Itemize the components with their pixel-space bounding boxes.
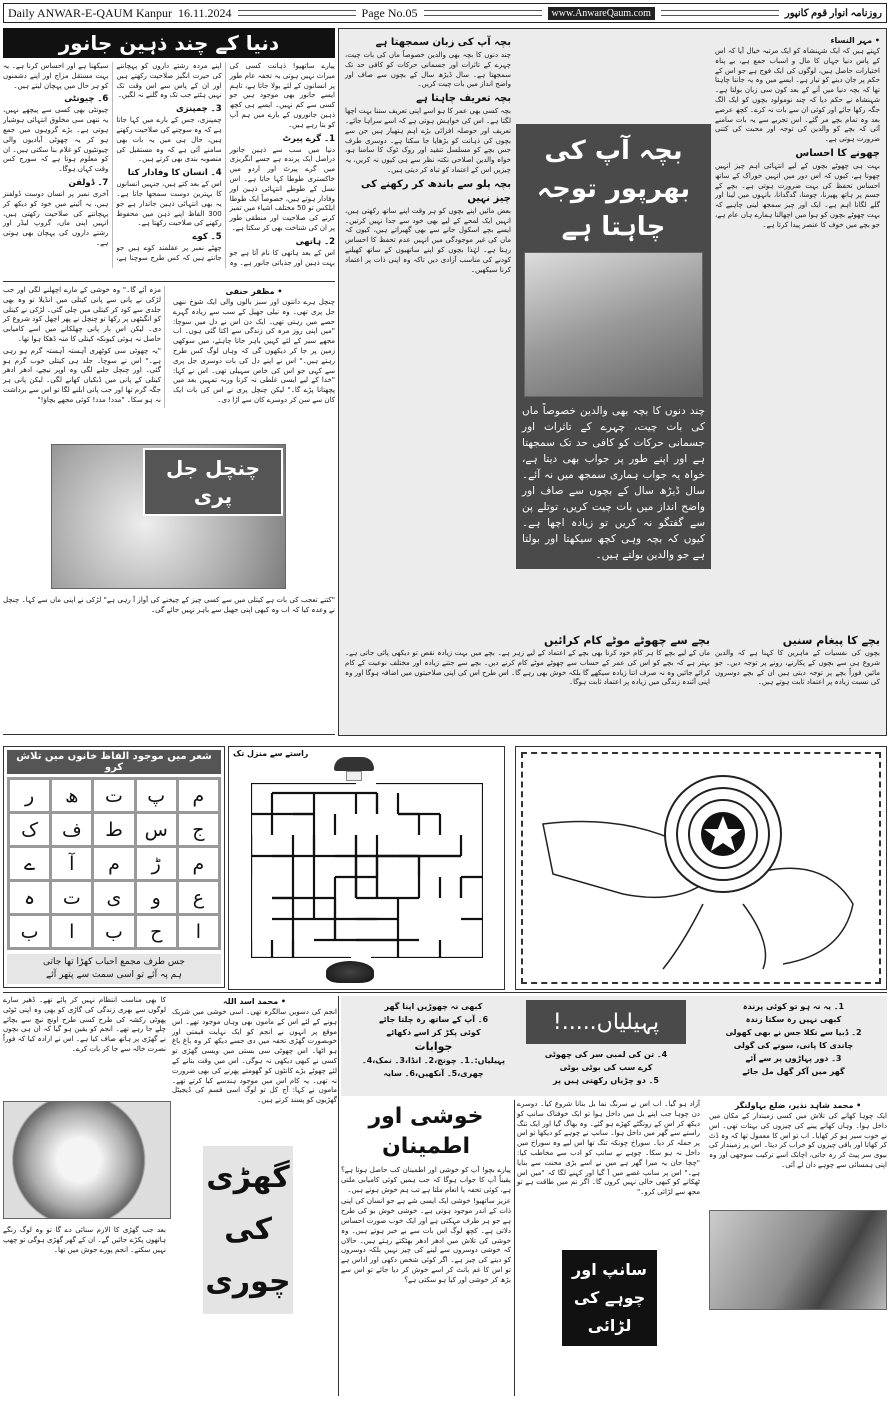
paragraph: کا بھی مناسب انتظام نہیں کر پائے تھے۔ ڈھیر سارے لوگوں سے بھری زندگی کی گاڑی کو بھی وہ اپنی ٹوٹی پھوٹی رکشہ کی طرح کسی طرح اونچ نیچ سے بچائے چلے جا رہے تھے۔ انجم کو یقین ہو گیا کہ ان ہی بچوں نے گھڑی پر ہاتھ صاف کیا ہے۔ اس نے ارادہ کیا کہ فوراً نصرت خالہ سے جا کر بات کرے۔ [3,996,166,1053]
page-number: Page No.05 [361,5,418,20]
verse [7,954,221,984]
section-heading: 3۔ چمپنزی [175,104,222,115]
section-heading: بچہ تعریف چاہتا ہے [416,93,511,105]
article-column [345,633,710,690]
child-writing-photo [524,252,703,397]
feature-box [516,124,711,569]
article-column [172,996,337,1108]
snake-mouse-illustration [709,1210,887,1310]
paragraph: اس کے بعد کتے ہیں، جنہیں انسانوں کا بہترین دوست سمجھا جاتا ہے۔ یہ بھی انتہائی ذہین جاندار ہے جو 300 الفاظ اپنے ذہن میں محفوظ رکھنے کی صلاحیت رکھتا ہے۔ [116,180,222,228]
paragraph: ایک چوہا کھانے کی تلاش میں کسی زمیندار کے مکان میں داخل ہوا۔ وہاں کھانے پینے کی چیزوں کی بہتات تھی۔ اس نے خوب سیر ہو کر کھایا۔ اب تو اس کا معمول تھا کہ وہ ڈٹ کر کھاتا اور باقی چیزوں کو خراب کر دیتا۔ اس پر زمیندار کی بیوی سر پیٹ کر رہ جاتی، اچانک اسے ترکیب سوجھی اور وہ اپنی ہمسائی سے چوہے دان لے آئی۔ [709,1112,887,1169]
paragraph: پیارے بچو! آپ کو خوشی اور اطمینان کب حاصل ہوتا ہے؟ یقیناً آپ کا جواب ہوگا کہ جب ہمیں کوئی کامیابی ملتی ہے، کوئی تحفہ یا انعام ملتا ہے تب ہم خوش ہوتے ہیں۔ [341,1166,511,1194]
grid-cell[interactable]: ط [94,814,133,845]
paragraph: چنچل ہرے دانتوں اور سبز بالوں والی ایک شوخ ننھی جل پری تھی۔ وہ نیلی جھیل کے سب سے زیادہ گہرے حصے میں رہتی تھی۔ ایک دن اس نے دل میں سوچا: "میں اپنی روز مرہ کی زندگی سے اکتا گئی ہوں۔ اب مجھے سیر کے لئے کہیں باہر جانا چاہئے، میں سوکھی زمین پر جا کر دیکھوں گی کہ وہاں لوگ کس طرح رہتے ہیں۔" اس نے اپنے دل کی بات دوسری جل پری سے کہی جو اس کی خاص سہیلی تھی۔ اس نے کہا: "خدا کے لیے ایسی غلطی نہ کرنا ورنہ تمہیں بعد میں پچھتانا پڑے گا۔" لیکن چنچل پری نے اس کی بات ایک کان سے سن کر دوسرے کان سے اڑا دی۔ [173,298,335,404]
coloring-border [521,752,881,984]
article-happiness [341,1100,511,1288]
headline: خوشی اور اطمینان [368,1104,484,1159]
grid-cell[interactable]: ت [94,780,133,811]
divider [338,996,339,1396]
paragraph: مزہ آئے گا۔" وہ خوشی کے مارے اچھلنے لگی اور جب لڑکی نے پانی سے پانی کیتلی میں انڈیلا تو وہ بھی جلدی سے کود کر کیتلی میں چلی گئی۔ لڑکی نے کیتلی کو انگیٹھی پر رکھا تو چنچل نے پھر اچھل کود شروع کر دی۔ لیکن اس بار پانی چھلکانے میں اسے کامیابی حاصل نہ ہوئی کیونکہ کیتلی کا منہ ڈھکا ہوا تھا۔ [3,286,161,343]
hedgehog-icon [326,961,374,983]
paragraph: دنیا میں سب سے ذہین جانور دراصل ایک پرندہ ہے جسے انگریزی میں گرے پیرٹ اور اردو میں خاکستری طوطا کہا جاتا ہے۔ اس نسل کے طوطے انتہائی ذہین اور وفادار ہوتے ہیں، خصوصاً ایک طوطا ایلکس تو 50 مختلف اشیاء میں تمیز کرنے کی صلاحیت اور منطقی طور پر ان کی شناخت بھی کر سکتا ہے۔ [229,145,335,232]
grid-cell[interactable]: ع [179,882,218,913]
answers-line: چھری،5۔ آنکھیں،6۔ سایہ [383,1069,484,1078]
shield-hero-drawing [523,754,881,980]
article-column [709,1100,887,1173]
article-body [3,596,335,618]
article-mermaid [3,286,335,735]
grid-cell[interactable]: ر [10,780,49,811]
article-snake-mouse [517,1100,887,1396]
riddle-line: گھر میں آکر گھل مل جائے [742,1067,845,1076]
grid-cell[interactable]: آ [52,848,91,879]
paragraph: بعد جب گھڑی کا الارم سنائی دے گا تو وہ لوگ رنگے ہاتھوں پکڑے جائیں گے۔ ان کے گھر گھڑی ہوگی تو چھپ نہیں سکتے۔ انجم پورے جوش میں تھا۔ [3,1226,166,1254]
byline: • محمد شاہد نذیر، ضلع بہاولنگر [734,1101,862,1110]
coloring-page [515,746,887,990]
riddles-section [341,996,887,1096]
section-heading: بچہ پلو سے باندھ کر رکھنے کی چیز نہیں [360,178,511,204]
paragraph: پیارے ساتھیو! ذہانت کسی کی میراث نہیں ہوتی یہ تحفہ عام طور پر انسانوں کے لئے بولا جاتا ہے، تاہم ایسے جانور بھی موجود ہیں جو کسی سے کم نہیں۔ ایسے ہی کچھ ذہین جانوروں کے بارے میں ہم آپ کو بتا رہے ہیں۔ [229,62,335,129]
riddle-line: 2۔ ڈبیا سے نکلا جس نے بھی کھولی [725,1028,862,1037]
article-column [517,1100,700,1200]
mushroom-icon [334,757,374,771]
website-link[interactable]: www.AnwareQaum.com [548,7,655,20]
verse-line: ہم پہ آئے تو اسی سمت سے پتھر آئے [46,970,182,980]
maze-title: راستے سے منزل تک [233,749,309,758]
title-line: گھڑی [206,1160,290,1195]
riddle-line: کبھی نہ چھوڑیں اپنا گھر [384,1002,483,1011]
riddle-line: 6۔ آپ کے ساتھ رہ چلتا جائے [378,1015,489,1024]
article-column [173,286,335,408]
paragraph: عزیز ساتھیو! خوشی ایک ایسی شے ہے جو انسان کی اپنی ذات کے اندر موجود ہوتی ہے۔ خوشی خوش بو کی طرح ہے جو ہر طرف مہکتی ہے اور ایک خوب صورت احساس دلاتی ہے۔ کچھ لوگ اس بات سے بے خبر ہوتے ہیں۔ وہ خوشی کی تلاش میں ادھر ادھر بھٹکتے رہتے ہیں۔ حالاں کہ خوشی دوسروں سے لینے کی چیز نہیں بلکہ دوسروں کو دینے کی چیز ہے۔ اگر کوئی شخص دکھی اور اداس ہے تو اس کا غم بانٹ کر اسے خوش کر دیا جائے تو اس سے بڑھ کر خوشی اور کیا ہو سکتی ہے؟ [341,1197,511,1284]
grid-cell[interactable]: ے [10,848,49,879]
paragraph: "کتنے تعجب کی بات ہے کیتلی میں سے کسی چیز کے چیخنے کی آواز آ رہی ہے" لڑکی نے اپنی ماں سے کہا۔ چنچل نے وعدہ کیا کہ اب وہ کبھی اپنی جھیل سے باہر نہیں جائے گی۔ [3,596,335,614]
grid-cell[interactable]: و [137,882,176,913]
paragraph: بہت ہی چھوٹے بچوں کے لیے انتہائی اہم چیز انہیں چھونا ہے، کیوں کہ اس دور میں انہیں خوراک کے ساتھ احساس تحفظ کی بہت ضرورت ہوتی ہے۔ بچے کے جسم پر ہاتھ پھیرنا، چومنا، گدگدانا، بانہوں میں لینا اور گلے لگانا اہم ہے۔ ایک اور چیز سمجھ لینی چاہیے کہ بہت چھوٹے بچوں کو ہوا میں اچھالنا ہمارے ہاں عام ہے، جو بچے میں خوف کا عنصر پیدا کرتا ہے۔ [715,161,880,229]
byline: • مظفر حنفی [225,287,283,296]
title-line: کی [224,1212,272,1247]
paragraph: چند دنوں کا بچہ بھی والدین خصوصاً ماں کی بات چیت، چہرے کے تاثرات اور جسمانی حرکات کو کافی حد تک سمجھتا ہے۔ سال ڈیڑھ سال کے بچوں سے صاف اور واضح انداز میں بات چیت کریں۔ [345,51,511,89]
riddle-line: کبھی نہیں رہ سکتا زندہ [745,1015,842,1024]
maze-grid[interactable] [251,783,483,958]
grid-cell[interactable]: ہ [10,882,49,913]
riddle-column [345,1000,522,1080]
byline: • محمد اسد اللہ [222,997,287,1006]
grid-cell[interactable]: ڑ [137,848,176,879]
paragraph: "یہ چھوٹی سی کوٹھری آہستہ آہستہ گرم ہو رہی ہے۔" اس نے سوچا۔ جلد ہی کیتلی خوب گرم ہو گئی۔ اور چنچل جلنے لگی وہ اوپر نیچے، ادھر ادھر کیتلی کے پانی میں ڈبکیاں کھانے لگی۔ لیکن پانی ہر جگہ گرم تھا اور جب پانی ابلنے لگا تو اس سے برداشت نہ ہو سکا۔ "مدد! مدد! کوئی مجھے بچاؤ!" [3,346,161,404]
riddle-line: کوئی پکڑ کر اسے دکھائے [386,1028,481,1037]
grid-cell[interactable]: ک [10,814,49,845]
grid-cell[interactable]: ا [52,916,91,947]
urdu-masthead: روزنامہ انوار قوم کانپور [784,7,882,19]
article-parenting [338,28,887,736]
divider [424,10,542,16]
section-heading: 6۔ چیونٹی [64,94,109,105]
section-heading: 2۔ ہاتھی [295,236,335,247]
title-line: لڑائی [587,1316,632,1335]
riddle-line: کرے سب کی بوٹی بوٹی [559,1063,653,1072]
riddle-line: چاندی کا پانی، سونے کی گولی [733,1041,854,1050]
paragraph: آزاد ہو گیا۔ اب اس نے سرنگ نما بل بنانا شروع کیا۔ دوسرے دن چوہا جب اپنے بل میں داخل ہوا تو ایک خوفناک سانپ کو دیکھ کر اس کے رونگٹے کھڑے ہو گئے۔ وہ بھاگ گیا اور ایک تنگ راستے سے گھر میں داخل ہوا۔ سانپ نے چوہے کو دیکھا تو اس پر حملہ کر دیا۔ سوراخ چونکہ تنگ تھا اس لیے وہ سوراخ میں داخل نہ ہو سکا۔ چوہے نے سانپ کو ادب سے مخاطب کیا: "چچا جان یہ میرا گھر ہے میں نے اسے بڑی محنت سے بنایا ہے۔" اس پر سانپ غصے میں آ گیا اور کہنے لگا کہ "میں اس ٹھکانے کو کبھی خالی نہیں کروں گا۔ اگر تم میں طاقت ہے تو مجھ سے لڑائی کرو۔" [517,1100,700,1197]
verse-line: جس طرف مجمع احباب کھڑا تھا جاتی [43,957,185,967]
article-body [341,1166,511,1286]
paragraph: بچہ کسی بھی عمر کا ہو اسے اپنی تعریف سننا بہت اچھا لگتا ہے۔ اس کی خواہش ہوتی ہے کہ اسے سراہا جائے۔ تعریف اور حوصلہ افزائی بڑے اہم ہتھیار ہیں جن سے بچوں کی ذہانت کو بڑھایا جا سکتا ہے۔ دوسری طرف جس بچے کو مسلسل تنقید اور روک ٹوک کا سامنا ہو، خواہ والدین اصلاحی نکتہ نظر سے ہی کیوں نہ کریں، یہ چیزیں اس کے اعتماد کو تباہ کر دیتی ہیں۔ [345,107,511,174]
section-heading: 4۔ انسان کا وفادار کتا [127,168,222,179]
grid-cell[interactable]: م [179,848,218,879]
story-title: چنچل جل پری [143,448,283,516]
story-title [562,1250,657,1346]
section-heading: بچے کا پیغام سنیں [782,634,880,647]
grid-cell[interactable]: ی [94,882,133,913]
article-column [715,35,880,233]
title-line: چوری [205,1264,291,1299]
section-heading: 7۔ ڈولفن [68,177,109,188]
answers-title: جوابات [414,1040,453,1053]
headline: دنیا کے چند ذہین جانور [3,28,335,58]
section-heading: بچے سے چھوٹے موٹے کام کرائیں [544,634,710,647]
grid-cell[interactable]: ت [52,882,91,913]
mushroom-stem [346,771,362,781]
article-body [3,62,335,268]
riddle-column [526,1048,686,1087]
story-title [203,1146,293,1314]
riddle-column [706,1000,881,1078]
grid-cell[interactable]: س [137,814,176,845]
section-heading: بچہ آپ کی زبان سمجھتا ہے [375,37,511,48]
issue-date: 16.11.2024 [177,5,232,20]
riddle-line: 5۔ دو چڑیاں رکھتی ہیں پر [553,1076,659,1085]
paragraph: اس کے بعد ہاتھی کا نام آتا ہے جو بہت ذہین اور جذباتی جانور ہے۔ وہ اپنے مردہ رشتے داروں کو پہچاننے کی حیرت انگیز صلاحیت رکھتے ہیں اور ان کے پاس سے اس وقت تک نہیں ہٹتے جب تک وہ گلنے نہ لگیں۔ [116,62,335,267]
article-watch-theft [3,996,337,1396]
divider [514,1100,515,1396]
paragraph: بچوں کی نفسیات کے ماہرین کا کہنا ہے کہ والدین شروع ہی سے بچوں کے پکارنے، رونے پر توجہ دیں۔ جو مائیں فوراً بچے پر توجہ دیتی ہیں ان کے بچے دوسروں کی نسبت زیادہ پر اعتماد ثابت ہوتے ہیں۔ [715,649,880,687]
paragraph: انجم کی دسویں سالگرہ تھی۔ اسی خوشی میں شریک ہونے کے لئے اس کے ماموں بھی وہاں موجود تھے۔ اس موقع پر انہوں نے انجم کو ایک نہایت قیمتی اور خوبصورت گھڑی تحفہ میں دی جسے دیکھ کر وہ باغ باغ ہو اٹھا۔ اس چھوٹی سی بستی میں ویسی گھڑی تو کسی نے کبھی دیکھی نہ ہوگی۔ اس میں وقت بتانے کے لئے چھوٹے بڑے کانٹوں کو گھومتے پھرنے کی بھی ضرورت نہ تھی۔ یہ کام اس میں موجود ہندسے کیا کرتے تھے۔ ماموں نے کہا: آج کل تو لوگ اسی قسم کی ڈیجیٹل گھڑیوں کو پسند کرتے ہیں۔ [172,1008,337,1105]
paragraph: ماں کے لیے بچے کا ہر کام خود کرنا بھی بچے کے اعتماد کے لیے زہر ہے۔ بچے میں بہت زیادہ نقص تو دیکھی پائی جاتی ہے۔ بہتر ہے کہ بچے کو اس کی عمر کے حساب سے چھوٹے موٹے کام کرنے دیں۔ بچے سے جتنے زیادہ اور مختلف نوعیت کے کام کرائے جائیں وہ نہ صرف اتنا زیادہ سیکھے گا بلکہ خوش بھی رہے گا۔ اس طرح اس کی اپنی صلاحیتوں میں اضافہ ہوگا اور وہ اپنی آئندہ زندگی میں زیادہ پر اعتماد ثابت ہوگا۔ [345,649,710,687]
grid-cell[interactable]: ب [10,916,49,947]
title-line: سانپ اور [572,1260,647,1279]
divider [3,992,887,993]
paragraph: چھٹے نمبر پر عقلمند کوے ہیں جو جانتے ہیں کہ کس طرح سوچنا ہے، سیکھنا ہے اور احساس کرنا ہے۔ یہ بہت مستقل مزاج اور اپنے دشمنوں کو ہر حال میں پہچان لیتے ہیں۔ [3,62,222,262]
paragraph: کہتے ہیں کہ ایک شہنشاہ کو ایک مرتبہ خیال آیا کہ اس کے پاس دنیا جہاں کا مال و اسباب جمع ہے، بے پناہ اختیارات حاصل ہیں، لوگوں کی ایک فوج ہے جو اس کے حکم پر جان دینے کو تیار ہے۔ ایسے میں وہ یہ جاننا چاہتا تھا کہ بچہ دنیا میں آنے کے بعد کون سی زبان بولتا ہے۔ شہنشاہ نے حکم دیا کہ چند نومولود بچوں کو ایک الگ جگہ رکھا جائے اور کوئی ان سے بات نہ کرے۔ کچھ عرصے بعد وہ تمام بچے مر گئے۔ اس تجربے سے یہ بات سامنے آئی کہ بچے کو والدین کی توجہ اور محبت کی کتنی ضرورت ہوتی ہے۔ [715,47,880,144]
paper-name: Daily ANWAR-E-QAUM Kanpur [8,5,172,20]
puzzle-title: شعر میں موجود الفاظ خانوں میں تلاش کرو [7,750,221,774]
riddles-title: پہیلیاں.....! [526,1000,686,1044]
article-column [345,35,511,277]
riddle-line: 1۔ یہ نہ ہو تو کوئی پرندہ [742,1002,845,1011]
divider [238,10,356,16]
grid-cell[interactable]: ب [94,916,133,947]
grid-cell[interactable]: ف [52,814,91,845]
maze-puzzle [228,746,505,990]
masthead-bar [3,3,887,23]
grid-cell[interactable]: م [94,848,133,879]
word-search-puzzle [3,746,225,988]
paragraph: چمپنزی، جس کے بارے میں کہا جاتا ہے کہ وہ سوچنے کی صلاحیت رکھتے ہیں، حال ہی میں یہ بات بھی سامنے آئی ہے کہ وہ مستقبل کی منصوبہ بندی بھی کرتے ہیں۔ [116,116,222,164]
grid-cell[interactable]: پ [137,780,176,811]
grid-cell[interactable]: ج [179,814,218,845]
grid-cell[interactable]: م [179,780,218,811]
article-column [715,633,880,690]
riddle-line: 3۔ دور پہاڑوں پر سے آئے [745,1054,842,1063]
section-heading: 5۔ کوے [192,232,222,243]
letter-grid [7,777,221,950]
section-heading: 1۔ گرے پیرٹ [282,133,335,144]
feature-text: چند دنوں کا بچہ بھی والدین خصوصاً ماں کی بات چیت، چہرے کے تاثرات اور جسمانی حرکات کو کافی حد تک سمجھتا ہے اور اپنے طور پر جواب بھی دیتا ہے، خواہ یہ جواب ہماری سمجھ میں نہ آئے۔ سال ڈیڑھ سال کے بچوں سے صاف اور واضح انداز میں بات چیت کریں، توتلے پن سے گفتگو نہ کریں تو زیادہ اچھا ہے۔ کیوں کہ بچہ وہی کچھ سیکھتا اور بولتا ہے جو والدین بولتے ہیں۔ [522,405,705,561]
title-line: چوہے کی [573,1288,646,1307]
grid-cell[interactable]: ح [137,916,176,947]
diamond-watch-photo [3,1101,171,1219]
paragraph: بعض مائیں اپنے بچوں کو ہر وقت اپنے ساتھ رکھتی ہیں، انہیں ایک لمحے کے لیے بھی خود سے جدا نہیں کرتیں۔ ایسے بچے اسکول جانے سے بھی گھبراتے ہیں، کیوں کہ ماں کی غیر موجودگی میں انہیں عدم تحفظ کا احساس رہتا ہے۔ لہٰذا بچوں کو اپنے ساتھیوں کے ساتھ کھیلنے کودنے کی مناسب آزادی دیں تاکہ وہ اپنی ذات پر اعتماد کرنا سیکھیں۔ [345,206,511,274]
byline: • مہر النساء [830,36,880,45]
riddle-line: 4۔ تن کی لمبی سر کی چھوٹی [544,1050,668,1059]
article-column [3,1226,166,1257]
grid-cell[interactable]: ھ [52,780,91,811]
paragraph: آخری نمبر پر انسان دوست ڈولفنز ہیں، یہ آئینے میں خود کو دیکھ کر پہچاننے کی صلاحیت رکھتی ہیں، انہیں اپنی ماں، گروپ لیڈر اور رشتے داروں کی پہچان بھی ہوتی ہے۔ [3,189,109,247]
article-column [3,996,166,1057]
divider [661,10,779,16]
paragraph: چیونٹی بھی کسی سے پیچھے نہیں، یہ ننھی سی مخلوق انتہائی ہوشیار ہوتی ہے۔ بڑے گروہوں میں جمع ہو کر یہ چھوٹی آبادیوں والی چیونٹیوں کو غلام بنا سکتی ہیں۔ ان کو معلوم ہوتا ہے کہ سورج کس وقت کہاں ہوگا۔ [3,106,109,174]
answers-line: پہیلیاں:۔1۔ چونچ،2۔ انڈا،3۔ نمک،4۔ [362,1056,505,1065]
headline: بچہ آپ کی بھرپور توجہ چاہتا ہے [536,136,691,242]
grid-cell[interactable]: ا [179,916,218,947]
article-column [3,286,165,408]
section-heading: چھونے کا احساس [795,147,880,159]
article-intelligent-animals [3,28,335,282]
